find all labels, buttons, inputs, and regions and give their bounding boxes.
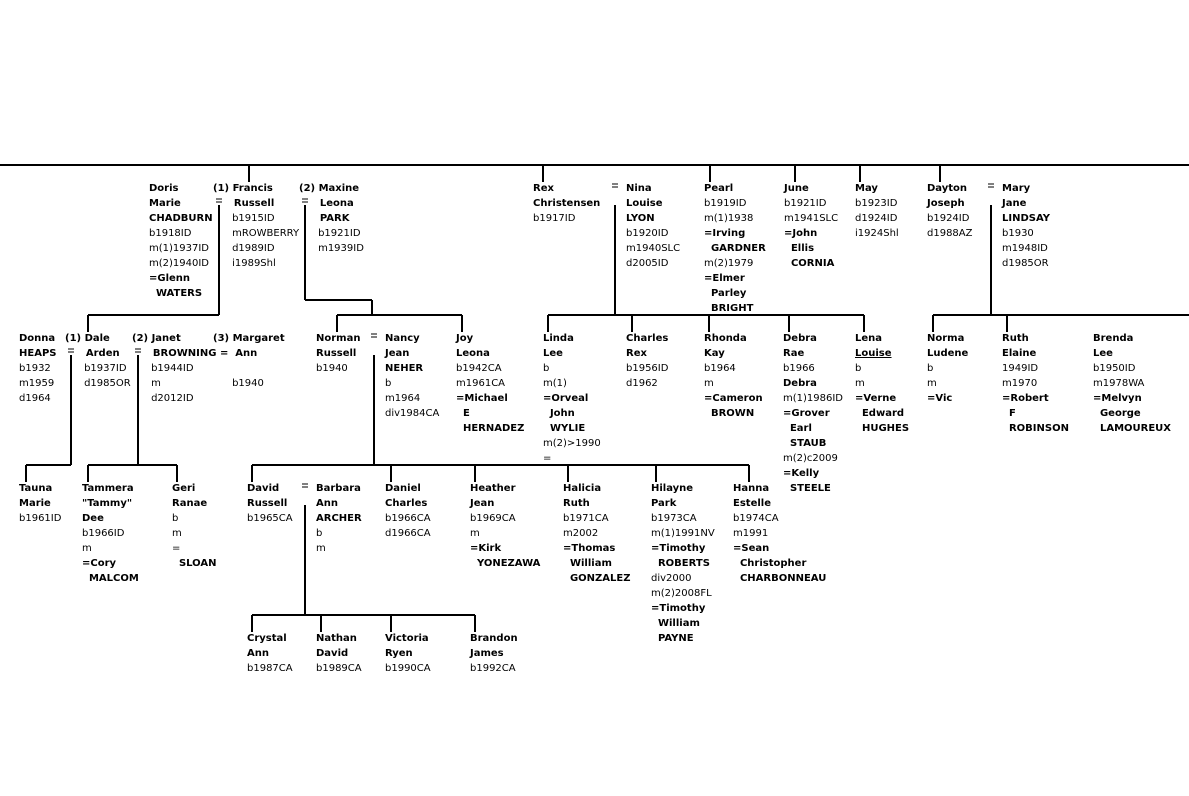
person-hilayne-line: Park	[651, 498, 677, 509]
person-doris	[149, 181, 213, 301]
person-linda-line: b	[543, 363, 550, 374]
person-nancy-line: Jean	[385, 348, 410, 359]
person-nancy-line: b	[385, 378, 392, 389]
person-tammera-line: b1966ID	[82, 528, 125, 539]
person-june-line: m1941SLC	[784, 213, 839, 224]
person-norma-line: =Vic	[927, 393, 953, 404]
person-debra-line: =Grover	[783, 408, 830, 419]
person-francis-line: i1989Shl	[213, 258, 276, 269]
person-tauna-line: Marie	[19, 498, 51, 509]
person-hanna-line: Christopher	[733, 558, 807, 569]
person-janet-line: d2012ID	[132, 393, 194, 404]
person-rhonda-line: m	[704, 378, 714, 389]
person-halicia-line: GONZALEZ	[563, 573, 631, 584]
person-doris-line: Doris	[149, 183, 179, 194]
person-pearl-line: =Elmer	[704, 273, 745, 284]
person-doris-line: b1918ID	[149, 228, 192, 239]
person-hilayne	[651, 481, 715, 646]
person-geri-line: Ranae	[172, 498, 208, 509]
person-dale-line: Arden	[65, 348, 120, 359]
person-dale-line: d1985OR	[65, 378, 131, 389]
person-donna-line: d1964	[19, 393, 51, 404]
person-lena-line: m	[855, 378, 865, 389]
person-nancy-line: m1964	[385, 393, 421, 404]
person-tammera-line: Tammera	[82, 483, 134, 494]
person-francis-line: (1) Francis	[213, 183, 273, 194]
person-linda-line: John	[543, 408, 575, 419]
person-charles-line: d1962	[626, 378, 658, 389]
person-geri-line: m	[172, 528, 182, 539]
person-nina-line: Louise	[626, 198, 663, 209]
person-david-line: David	[247, 483, 280, 494]
person-victoria-line: b1990CA	[385, 663, 431, 674]
person-june-line: CORNIA	[784, 258, 835, 269]
person-francis-line: mROWBERRY	[213, 228, 300, 239]
person-halicia-line: Ruth	[563, 498, 590, 509]
person-hilayne-line: m(1)1991NV	[651, 528, 715, 539]
person-norma-line: Norma	[927, 333, 965, 344]
person-maxine-line: b1921ID	[299, 228, 361, 239]
person-june-line: June	[784, 183, 809, 194]
person-rhonda-line: Kay	[704, 348, 725, 359]
person-june-line: =John	[784, 228, 818, 239]
person-pearl	[704, 181, 766, 316]
person-maxine-line: PARK	[299, 213, 350, 224]
person-dayton-line: d1988AZ	[927, 228, 973, 239]
person-joy-line: Leona	[456, 348, 490, 359]
person-brandon	[470, 631, 518, 676]
person-lena-line: Lena	[855, 333, 883, 344]
person-dayton-line: Joseph	[927, 198, 965, 209]
person-pearl-line: b1919ID	[704, 198, 747, 209]
person-pearl-line: GARDNER	[704, 243, 766, 254]
person-maryjane-line: m1948ID	[1002, 243, 1048, 254]
person-barbara	[316, 481, 362, 556]
person-linda-line: WYLIE	[543, 423, 586, 434]
person-brandon-line: Brandon	[470, 633, 518, 644]
person-may-line: b1923ID	[855, 198, 898, 209]
person-david-line: b1965CA	[247, 513, 293, 524]
person-nina-line: LYON	[626, 213, 655, 224]
person-tauna-line: b1961ID	[19, 513, 62, 524]
person-heather-line: Jean	[470, 498, 495, 509]
person-margaret-line: b1940	[213, 378, 264, 389]
person-janet-line: b1944ID	[132, 363, 194, 374]
person-maxine-line: (2) Maxine	[299, 183, 360, 194]
person-barbara-line: m	[316, 543, 326, 554]
person-debra-line: m(2)c2009	[783, 453, 838, 464]
person-halicia-line: William	[563, 558, 612, 569]
person-nancy-line: Nancy	[385, 333, 420, 344]
person-geri-line: Geri	[172, 483, 196, 494]
person-heather	[470, 481, 540, 571]
person-nathan-line: b1989CA	[316, 663, 362, 674]
person-barbara-line: Ann	[316, 498, 338, 509]
person-debra-line: Debra	[783, 333, 817, 344]
person-pearl-line: BRIGHT	[704, 303, 754, 314]
person-norma-line: Ludene	[927, 348, 969, 359]
person-maryjane-line: Jane	[1002, 198, 1027, 209]
person-maryjane-line: b1930	[1002, 228, 1034, 239]
person-crystal-line: Crystal	[247, 633, 287, 644]
person-halicia	[563, 481, 631, 586]
person-debra-line: Earl	[783, 423, 812, 434]
person-hilayne-line: b1973CA	[651, 513, 697, 524]
person-victoria-line: Victoria	[385, 633, 429, 644]
person-pearl-line: Pearl	[704, 183, 734, 194]
person-linda-line: m(2)>1990	[543, 438, 601, 449]
person-charles	[626, 331, 668, 391]
person-june-line: Ellis	[784, 243, 815, 254]
person-heather-line: b1969CA	[470, 513, 516, 524]
person-doris-line: m(2)1940ID	[149, 258, 210, 269]
person-margaret	[213, 331, 285, 391]
person-rex	[533, 181, 600, 226]
person-daniel	[385, 481, 431, 541]
person-tammera-line: Dee	[82, 513, 104, 524]
person-charles-line: Charles	[626, 333, 669, 344]
person-barbara-line: b	[316, 528, 323, 539]
person-joy-line: b1942CA	[456, 363, 502, 374]
person-nathan-line: David	[316, 648, 349, 659]
person-brenda-line: LAMOUREUX	[1093, 423, 1172, 434]
person-janet-line: (2) Janet	[132, 333, 181, 344]
person-barbara-line: ARCHER	[316, 513, 362, 524]
person-brandon-line: James	[470, 648, 504, 659]
person-hanna-line: m1991	[733, 528, 769, 539]
person-rhonda-line: b1964	[704, 363, 736, 374]
person-nathan	[316, 631, 362, 676]
person-tammera-line: m	[82, 543, 92, 554]
person-daniel-line: Charles	[385, 498, 428, 509]
person-linda-line: Lee	[543, 348, 563, 359]
person-tauna-line: Tauna	[19, 483, 53, 494]
person-crystal	[247, 631, 293, 676]
person-hilayne-line: ROBERTS	[651, 558, 710, 569]
person-margaret-line: (3) Margaret	[213, 333, 285, 344]
person-june-line: b1921ID	[784, 198, 827, 209]
person-halicia-line: Halicia	[563, 483, 602, 494]
person-joy-line: Joy	[456, 333, 474, 344]
person-hilayne-line: =Timothy	[651, 603, 706, 614]
person-heather-line: =Kirk	[470, 543, 502, 554]
person-lena-line: =Verne	[855, 393, 897, 404]
person-francis-line: Russell	[213, 198, 275, 209]
person-geri	[172, 481, 217, 571]
person-ruth-line: ROBINSON	[1002, 423, 1069, 434]
person-doris-line: Marie	[149, 198, 181, 209]
person-dayton-line: b1924ID	[927, 213, 970, 224]
person-brenda-line: George	[1093, 408, 1141, 419]
person-pearl-line: m(2)1979	[704, 258, 754, 269]
person-joy-line: HERNADEZ	[456, 423, 525, 434]
person-hanna-line: b1974CA	[733, 513, 779, 524]
person-tauna	[19, 481, 61, 526]
person-ruth-line: F	[1002, 408, 1016, 419]
person-dale	[65, 331, 131, 391]
person-lena-line: Edward	[855, 408, 905, 419]
person-debra-line: b1966	[783, 363, 815, 374]
person-margaret-line: = Ann	[213, 348, 258, 359]
person-hilayne-line: Hilayne	[651, 483, 694, 494]
person-brenda	[1093, 331, 1171, 436]
person-nancy-line: NEHER	[385, 363, 424, 374]
person-daniel-line: Daniel	[385, 483, 421, 494]
person-hilayne-line: William	[651, 618, 700, 629]
person-geri-line: =	[172, 543, 181, 554]
person-norman-line: Russell	[316, 348, 357, 359]
person-brenda-line: Lee	[1093, 348, 1113, 359]
person-june	[784, 181, 838, 271]
person-crystal-line: Ann	[247, 648, 269, 659]
person-norma-line: m	[927, 378, 937, 389]
person-dayton-line: Dayton	[927, 183, 968, 194]
person-hilayne-line: PAYNE	[651, 633, 694, 644]
person-lena-line: HUGHES	[855, 423, 910, 434]
person-geri-line: SLOAN	[172, 558, 217, 569]
person-may-line: May	[855, 183, 878, 194]
person-maxine-line: Leona	[299, 198, 354, 209]
person-daniel-line: b1966CA	[385, 513, 431, 524]
person-tammera-line: MALCOM	[82, 573, 139, 584]
person-charles-line: Rex	[626, 348, 647, 359]
person-debra-line: =Kelly	[783, 468, 820, 479]
person-charles-line: b1956ID	[626, 363, 669, 374]
person-francis-line: d1989ID	[213, 243, 275, 254]
person-hilayne-line: div2000	[651, 573, 692, 584]
person-maryjane-line: Mary	[1002, 183, 1031, 194]
person-norman-line: Norman	[316, 333, 361, 344]
person-nina	[626, 181, 680, 271]
person-lena-line: b	[855, 363, 862, 374]
person-hanna-line: CHARBONNEAU	[733, 573, 827, 584]
person-victoria	[385, 631, 431, 676]
person-hanna-line: Hanna	[733, 483, 770, 494]
person-david	[247, 481, 293, 526]
person-maryjane-line: d1985OR	[1002, 258, 1049, 269]
person-tammera-line: "Tammy"	[82, 498, 133, 509]
person-hanna-line: =Sean	[733, 543, 770, 554]
person-may-line: d1924ID	[855, 213, 898, 224]
person-brenda-line: =Melvyn	[1093, 393, 1142, 404]
person-hilayne-line: =Timothy	[651, 543, 706, 554]
person-debra-line: STEELE	[783, 483, 831, 494]
person-linda	[543, 331, 601, 466]
person-nina-line: b1920ID	[626, 228, 669, 239]
person-donna-line: b1932	[19, 363, 51, 374]
person-hanna	[733, 481, 826, 586]
person-janet-line: m	[132, 378, 161, 389]
person-dale-line: b1937ID	[65, 363, 127, 374]
person-heather-line: Heather	[470, 483, 516, 494]
person-may-line: i1924Shl	[855, 228, 899, 239]
person-nina-line: Nina	[626, 183, 652, 194]
person-nancy	[385, 331, 439, 421]
person-francis-line: b1915ID	[213, 213, 275, 224]
person-may	[855, 181, 899, 241]
person-doris-line: CHADBURN	[149, 213, 213, 224]
person-brenda-line: Brenda	[1093, 333, 1134, 344]
person-margaret-line	[213, 361, 285, 376]
person-lena-line: Louise	[855, 348, 892, 359]
person-daniel-line: d1966CA	[385, 528, 431, 539]
person-donna	[19, 331, 56, 406]
person-donna-line: Donna	[19, 333, 56, 344]
person-nina-line: m1940SLC	[626, 243, 681, 254]
person-joy-line: E	[456, 408, 470, 419]
person-francis	[213, 181, 299, 271]
person-linda-line: =	[543, 453, 552, 464]
person-norman	[316, 331, 360, 376]
person-david-line: Russell	[247, 498, 288, 509]
person-nina-line: d2005ID	[626, 258, 669, 269]
person-rhonda-line: BROWN	[704, 408, 755, 419]
person-geri-line: b	[172, 513, 179, 524]
person-donna-line: m1959	[19, 378, 55, 389]
person-linda-line: Linda	[543, 333, 574, 344]
person-ruth-line: Elaine	[1002, 348, 1037, 359]
person-brenda-line: b1950ID	[1093, 363, 1136, 374]
person-maxine-line: m1939ID	[299, 243, 364, 254]
person-debra-line: Rae	[783, 348, 805, 359]
person-pearl-line: m(1)1938	[704, 213, 754, 224]
person-hanna-line: Estelle	[733, 498, 771, 509]
person-doris-line: WATERS	[149, 288, 203, 299]
person-dayton	[927, 181, 973, 241]
person-maryjane-line: LINDSAY	[1002, 213, 1050, 224]
person-heather-line: m	[470, 528, 480, 539]
person-dale-line: (1) Dale	[65, 333, 110, 344]
person-brenda-line: m1978WA	[1093, 378, 1145, 389]
person-doris-line: =Glenn	[149, 273, 191, 284]
person-halicia-line: m2002	[563, 528, 599, 539]
person-brandon-line: b1992CA	[470, 663, 516, 674]
person-lena	[855, 331, 909, 436]
person-maxine	[299, 181, 364, 256]
person-rhonda	[704, 331, 763, 421]
person-pearl-line: =Irving	[704, 228, 746, 239]
person-nathan-line: Nathan	[316, 633, 357, 644]
person-debra-line: STAUB	[783, 438, 827, 449]
person-donna-line: HEAPS	[19, 348, 57, 359]
person-hilayne-line: m(2)2008FL	[651, 588, 712, 599]
person-rhonda-line: Rhonda	[704, 333, 747, 344]
person-joy	[456, 331, 524, 436]
person-janet	[132, 331, 216, 406]
person-doris-line: m(1)1937ID	[149, 243, 210, 254]
person-tammera	[82, 481, 139, 586]
person-rex-line: b1917ID	[533, 213, 576, 224]
person-norma-line: b	[927, 363, 934, 374]
person-joy-line: =Michael	[456, 393, 508, 404]
person-joy-line: m1961CA	[456, 378, 506, 389]
person-ruth-line: m1970	[1002, 378, 1038, 389]
person-ruth-line: 1949ID	[1002, 363, 1039, 374]
person-linda-line: =Orveal	[543, 393, 589, 404]
person-ruth-line: =Robert	[1002, 393, 1049, 404]
person-debra	[783, 331, 843, 496]
person-maryjane	[1002, 181, 1050, 271]
person-halicia-line: b1971CA	[563, 513, 609, 524]
person-debra-line: m(1)1986ID	[783, 393, 844, 404]
person-ruth-line: Ruth	[1002, 333, 1029, 344]
person-janet-line: BROWNING	[132, 348, 217, 359]
person-heather-line: YONEZAWA	[470, 558, 541, 569]
person-linda-line: m(1)	[543, 378, 567, 389]
person-tammera-line: =Cory	[82, 558, 117, 569]
person-rex-line: Christensen	[533, 198, 601, 209]
person-debra-line: Debra	[783, 378, 817, 389]
person-pearl-line: Parley	[704, 288, 747, 299]
person-rex-line: Rex	[533, 183, 554, 194]
person-rhonda-line: =Cameron	[704, 393, 763, 404]
person-norman-line: b1940	[316, 363, 348, 374]
person-barbara-line: Barbara	[316, 483, 361, 494]
person-crystal-line: b1987CA	[247, 663, 293, 674]
person-ruth	[1002, 331, 1069, 436]
person-halicia-line: =Thomas	[563, 543, 616, 554]
person-nancy-line: div1984CA	[385, 408, 440, 419]
person-victoria-line: Ryen	[385, 648, 413, 659]
person-norma	[927, 331, 968, 406]
